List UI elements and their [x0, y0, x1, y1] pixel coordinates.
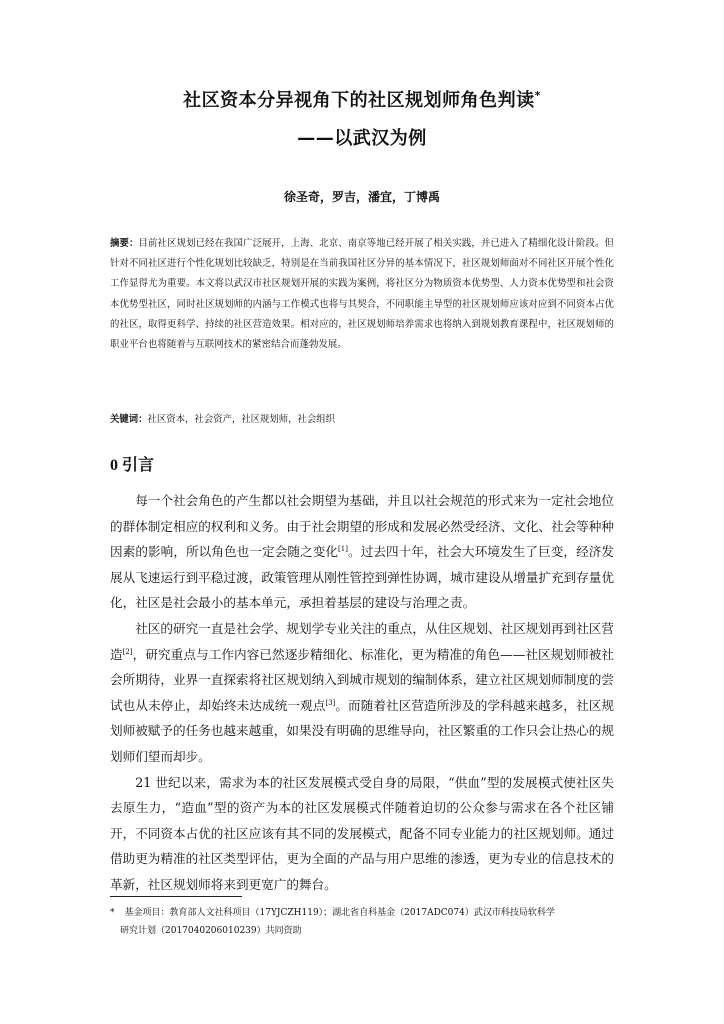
paper-title-text: 社区资本分异视角下的社区规划师角色判读: [183, 90, 535, 111]
keywords-text: 社区资本，社会资产，社区规划师，社会组织: [147, 414, 336, 425]
paragraph: [110, 488, 614, 616]
author-list: 徐圣奇，罗吉，潘宜，丁博禹: [283, 190, 440, 204]
paragraph: 21 世纪以来，需求为本的社区发展模式受自身的局限，“供血”型的发展模式使社区失去原生力，“造血”型的资产为本的社区发展模式伴随着迫切的公众参与需求在各个社区铺开，不同资本占优的社区应该有其不同的发展模式，配备不同专业能力的社区规划师。通过借助更为精准的社区类型评估，更为全面的产品与用户思维的渗透，更为专业的信息技术的革新，社区规划师将来到更宽广的舞台。: [110, 774, 614, 892]
footnote: [110, 904, 614, 940]
footnote-line: [110, 904, 614, 922]
paragraph: [110, 616, 614, 770]
title-footnote-mark: *: [534, 89, 541, 102]
paper-subtitle: ——以武汉为例: [297, 128, 427, 149]
abstract: [110, 234, 614, 355]
body-text: [110, 488, 614, 898]
citation: [1]: [338, 545, 348, 553]
section-heading: [110, 454, 154, 477]
paragraph-text: 每一个社会角色的产生都以社会期望为基础，并且以社会规范的形式来为一定社会地位的群体制定相应的权利和义务。由于社会期望的形成和发展必然受经济、文化、社会等种种因素的影响，所以角色也一定会随之变化: [110, 493, 614, 560]
paper-title: [60, 89, 664, 113]
citation: [2]: [122, 647, 133, 656]
abstract-text: 目前社区规划已经在我国广泛展开，上海、北京、南京等地已经开展了相关实践，并已进入了精细化设计阶段。但针对不同社区进行个性化规划比较缺乏，特别是在当前我国社区分异的基本情况下，社区规划师面对不同社区开展个性化工作显得尤为重要。本文将以武汉市社区规划开展的实践为案例，将社区分为物质资本优势型、人力资本优势型和社会资本优势型社区，同时社区规划师的内涵与工作模式也将与其契合，不同职能主导型的社区规划师应该对应到不同资本占优的社区，取得更科学、持续的社区营造效果。相对应的，社区规划师培养需求也将纳入到规划教育课程中，社区规划师的职业平台也将随着与互联网技术的紧密结合而蓬勃发展。: [110, 238, 614, 351]
paragraph-text: 社区的研究一直是社会学、规划学专业关注的重点，从住区规划、社区规划再到社区营造: [110, 620, 614, 662]
paragraph-text: 。过去四十年，社会大环境发生了巨变，经济发展从飞速运行到平稳过渡，政策管理从刚性管控到弹性协调，城市建设从增量扩充到存量优化，社区是社会最小的基本单元，承担着基层的建设与治理之责。: [110, 544, 615, 611]
keywords: [110, 411, 614, 429]
footnote-mark: *: [110, 908, 115, 918]
footnote-text: 基金项目：教育部人文社科项目（17YJCZH119）；湖北省自科基金（2017ADC074）武汉市科技局软科学: [124, 908, 555, 918]
section-title: 引言: [122, 455, 155, 474]
abstract-label: 摘要：: [110, 238, 139, 249]
citation: [3]: [325, 698, 336, 707]
footnote-line: 研究计划（2017040206010239）共同资助: [120, 926, 302, 936]
keywords-label: 关键词：: [110, 414, 148, 425]
paragraph-text: ，研究重点与工作内容已然逐步精细化、标准化，更为精准的角色——社区规划师被社会所期待，业界一直探索将社区规划纳入到城市规划的编制体系，建立社区规划师制度的尝试也从未停止，却始终未达成统一观点: [110, 646, 615, 713]
section-number: 0: [110, 457, 118, 474]
paragraph-text: 。而随着社区营造所涉及的学科越来越多，社区规划师被赋予的任务也越来越重，如果没有明确的思维导向，社区繁重的工作只会让热心的规划师们望而却步。: [110, 697, 615, 764]
footnote-divider: [110, 896, 242, 897]
